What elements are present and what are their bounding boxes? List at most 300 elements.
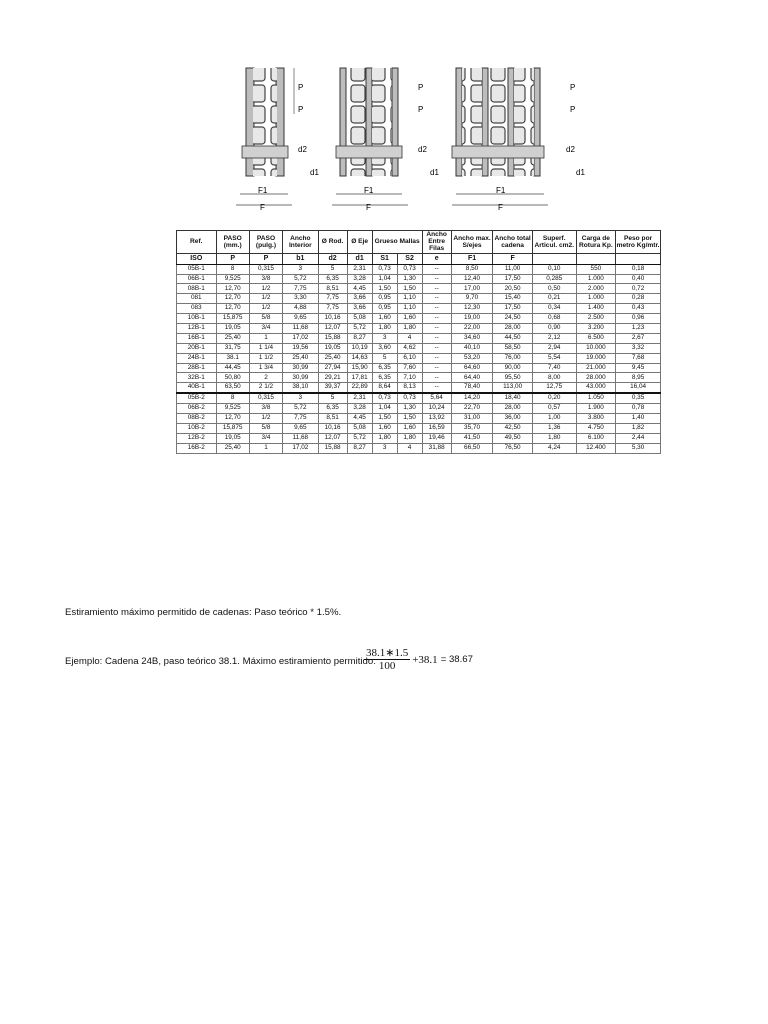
table-cell: 14,20 — [451, 393, 493, 403]
d2-label: d2 — [566, 145, 575, 154]
table-cell: 1,60 — [372, 314, 397, 324]
table-cell: 0,20 — [532, 393, 576, 403]
table-cell: 63,50 — [216, 383, 249, 393]
table-cell: 0,50 — [532, 284, 576, 294]
table-cell: 44,50 — [493, 333, 533, 343]
table-cell: -- — [422, 304, 451, 314]
table-row — [177, 423, 661, 433]
table-cell: 10,16 — [318, 314, 347, 324]
table-cell: 9,65 — [283, 423, 318, 433]
table-row — [177, 314, 661, 324]
table-cell: 64,60 — [451, 363, 493, 373]
table-cell: 7,75 — [318, 304, 347, 314]
table-cell: 1,80 — [397, 323, 422, 333]
table-cell: 12,40 — [451, 274, 493, 284]
table-cell: 12B-2 — [177, 433, 217, 443]
pitch-label: P — [418, 83, 424, 92]
table-row — [177, 343, 661, 353]
table-cell: 0,35 — [616, 393, 661, 403]
table-cell: 44,45 — [216, 363, 249, 373]
table-cell: 24B-1 — [177, 353, 217, 363]
table-cell: 3.200 — [576, 323, 616, 333]
table-row — [177, 443, 661, 453]
table-cell: 1,50 — [397, 284, 422, 294]
table-row — [177, 294, 661, 304]
table-cell: 12,30 — [451, 304, 493, 314]
table-cell: 53,20 — [451, 353, 493, 363]
chain-drawing — [228, 62, 588, 212]
formula-fraction — [364, 647, 410, 672]
symbol-row — [177, 253, 661, 264]
table-cell: 0,43 — [616, 304, 661, 314]
table-cell: 2,44 — [616, 433, 661, 443]
table-cell: 76,00 — [493, 353, 533, 363]
table-cell: 1.900 — [576, 404, 616, 414]
table-cell: 550 — [576, 264, 616, 274]
table-cell: 19,05 — [318, 343, 347, 353]
table-cell: 5,72 — [283, 404, 318, 414]
table-cell: 19,05 — [216, 323, 249, 333]
table-cell: 18,40 — [493, 393, 533, 403]
table-cell: 1,10 — [397, 294, 422, 304]
table-cell: 1,36 — [532, 423, 576, 433]
table-row — [177, 393, 661, 403]
table-cell: 1 — [249, 443, 282, 453]
table-cell: 1,82 — [616, 423, 661, 433]
table-cell: 8,27 — [347, 443, 372, 453]
table-cell: 66,50 — [451, 443, 493, 453]
table-cell: 21.000 — [576, 363, 616, 373]
table-cell: 5,54 — [532, 353, 576, 363]
table-cell: 2 — [249, 373, 282, 383]
symbol-superf — [532, 253, 576, 264]
table-cell: 3,32 — [616, 343, 661, 353]
table-cell: 6,35 — [372, 373, 397, 383]
simple-chain — [236, 68, 319, 212]
spec-table — [176, 230, 661, 454]
f1-label: F1 — [496, 186, 506, 195]
table-cell: 6.500 — [576, 333, 616, 343]
table-cell: 12,70 — [216, 284, 249, 294]
table-cell: 3,66 — [347, 294, 372, 304]
symbol-carga — [576, 253, 616, 264]
table-cell: 9,525 — [216, 274, 249, 284]
header-superf: Superf. Articul. cm2. — [532, 231, 576, 254]
f-label: F — [498, 203, 503, 212]
table-row — [177, 433, 661, 443]
table-cell: 1,30 — [397, 404, 422, 414]
table-cell: 1 1/2 — [249, 353, 282, 363]
table-cell: 30,99 — [283, 363, 318, 373]
table-cell: 15,875 — [216, 423, 249, 433]
table-cell: 16,04 — [616, 383, 661, 393]
table-cell: 10B-2 — [177, 423, 217, 433]
table-cell: -- — [422, 333, 451, 343]
table-cell: 38,10 — [283, 383, 318, 393]
table-cell: 1/2 — [249, 413, 282, 423]
table-cell: 36,00 — [493, 413, 533, 423]
header-grueso: Grueso Mallas — [372, 231, 422, 254]
table-cell: 1 3/4 — [249, 363, 282, 373]
table-cell: 2,67 — [616, 333, 661, 343]
table-cell: 28B-1 — [177, 363, 217, 373]
table-cell: 3/8 — [249, 274, 282, 284]
symbol-s2: S2 — [397, 253, 422, 264]
table-cell: 0,18 — [616, 264, 661, 274]
table-cell: 0,57 — [532, 404, 576, 414]
table-cell: 22,89 — [347, 383, 372, 393]
table-cell: 7,68 — [616, 353, 661, 363]
table-cell: 9,45 — [616, 363, 661, 373]
symbol-rod: d2 — [318, 253, 347, 264]
f1-label: F1 — [258, 186, 268, 195]
table-cell: 19,00 — [451, 314, 493, 324]
table-cell: 1,60 — [372, 423, 397, 433]
triple-chain — [452, 68, 585, 212]
table-cell: 5,08 — [347, 423, 372, 433]
pitch-label: P — [418, 105, 424, 114]
table-cell: -- — [422, 353, 451, 363]
table-cell: 3,30 — [283, 294, 318, 304]
table-cell: 0,10 — [532, 264, 576, 274]
table-cell: 17,50 — [493, 304, 533, 314]
table-cell: 11,68 — [283, 323, 318, 333]
table-cell: 1,50 — [397, 413, 422, 423]
table-cell: 4 — [397, 333, 422, 343]
table-cell: 3 — [372, 333, 397, 343]
table-cell: 28,00 — [493, 323, 533, 333]
d1-label: d1 — [430, 168, 439, 177]
table-row — [177, 284, 661, 294]
symbol-ancho-total: F — [493, 253, 533, 264]
table-cell: 10.000 — [576, 343, 616, 353]
symbol-paso-pulg: P — [249, 253, 282, 264]
table-cell: 39,37 — [318, 383, 347, 393]
table-cell: 0,28 — [616, 294, 661, 304]
table-row — [177, 264, 661, 274]
table-cell: 0,34 — [532, 304, 576, 314]
table-cell: 10,19 — [347, 343, 372, 353]
table-cell: 17,02 — [283, 333, 318, 343]
table-cell: 15,88 — [318, 333, 347, 343]
table-cell: 22,00 — [451, 323, 493, 333]
table-cell: 19,56 — [283, 343, 318, 353]
symbol-eje: d1 — [347, 253, 372, 264]
table-cell: 8,95 — [616, 373, 661, 383]
table-cell: 12,70 — [216, 413, 249, 423]
table-cell: 30,99 — [283, 373, 318, 383]
table-cell: 8,51 — [318, 284, 347, 294]
table-cell: 3 — [283, 393, 318, 403]
table-cell: 12,70 — [216, 304, 249, 314]
table-cell: 6,35 — [372, 363, 397, 373]
table-cell: 5,72 — [283, 274, 318, 284]
table-cell: 1.000 — [576, 274, 616, 284]
table-cell: 12,75 — [532, 383, 576, 393]
table-cell: 0,73 — [372, 393, 397, 403]
table-row — [177, 404, 661, 414]
table-cell: 0,72 — [616, 284, 661, 294]
table-cell: 1,04 — [372, 274, 397, 284]
header-eje: Ø Eje — [347, 231, 372, 254]
table-cell: 31,75 — [216, 343, 249, 353]
symbol-ref: ISO — [177, 253, 217, 264]
table-cell: 1/2 — [249, 304, 282, 314]
table-cell: 0,21 — [532, 294, 576, 304]
table-cell: 1 — [249, 333, 282, 343]
table-cell: 4,88 — [283, 304, 318, 314]
table-cell: 11,68 — [283, 433, 318, 443]
table-cell: 42,50 — [493, 423, 533, 433]
table-cell: 06B-1 — [177, 274, 217, 284]
table-cell: 08B-2 — [177, 413, 217, 423]
table-cell: 1,80 — [372, 323, 397, 333]
header-ancho-total: Ancho total cadena — [493, 231, 533, 254]
pitch-label: P — [570, 105, 576, 114]
table-cell: 2,94 — [532, 343, 576, 353]
table-cell: 8,00 — [532, 373, 576, 383]
chain-diagram — [228, 62, 588, 212]
formula-plus: +38.1 — [412, 653, 438, 666]
table-cell: 5,64 — [422, 393, 451, 403]
f-label: F — [260, 203, 265, 212]
table-cell: 4.750 — [576, 423, 616, 433]
table-row — [177, 323, 661, 333]
table-cell: 7,75 — [318, 294, 347, 304]
table-cell: 3/8 — [249, 404, 282, 414]
header-paso-mm: PASO (mm.) — [216, 231, 249, 254]
table-cell: 8,50 — [451, 264, 493, 274]
table-cell: 1,10 — [397, 304, 422, 314]
table-cell: 3 — [372, 443, 397, 453]
table-cell: 6,35 — [318, 274, 347, 284]
table-cell: 0,285 — [532, 274, 576, 284]
table-cell: 5,72 — [347, 433, 372, 443]
symbol-ancho-entre: e — [422, 253, 451, 264]
table-cell: 76,50 — [493, 443, 533, 453]
table-cell: 24,50 — [493, 314, 533, 324]
table-cell: 90,00 — [493, 363, 533, 373]
table-cell: 1,40 — [616, 413, 661, 423]
table-cell: 28.000 — [576, 373, 616, 383]
chain-spec-table — [176, 230, 661, 478]
formula-result: = 38.67 — [440, 654, 473, 665]
header-ancho-entre: Ancho Entre Filas — [422, 231, 451, 254]
table-cell: 2,31 — [347, 264, 372, 274]
header-ref: Ref. — [177, 231, 217, 254]
table-cell: 0,73 — [397, 393, 422, 403]
header-rod: Ø Rod. — [318, 231, 347, 254]
table-cell: 17,00 — [451, 284, 493, 294]
table-cell: 5,08 — [347, 314, 372, 324]
table-row — [177, 363, 661, 373]
table-cell: 43.000 — [576, 383, 616, 393]
table-cell: 17,02 — [283, 443, 318, 453]
table-cell: -- — [422, 284, 451, 294]
example-note: Ejemplo: Cadena 24B, paso teórico 38.1. Máximo estiramiento permitido: — [65, 656, 376, 667]
double-chain — [332, 68, 439, 212]
table-cell: 17,50 — [493, 274, 533, 284]
table-cell: 083 — [177, 304, 217, 314]
table-cell: 49,50 — [493, 433, 533, 443]
table-cell: 7,75 — [283, 413, 318, 423]
table-cell: 27,94 — [318, 363, 347, 373]
table-cell: 17,81 — [347, 373, 372, 383]
formula-numerator: 38.1∗1.5 — [366, 647, 409, 659]
table-cell: 05B-2 — [177, 393, 217, 403]
table-cell: -- — [422, 274, 451, 284]
table-cell: 1,30 — [397, 274, 422, 284]
table-cell: 0,73 — [372, 264, 397, 274]
table-cell: 28,00 — [493, 404, 533, 414]
header-paso-pulg: PASO (pulg.) — [249, 231, 282, 254]
table-cell: 0,315 — [249, 264, 282, 274]
table-cell: -- — [422, 343, 451, 353]
table-row — [177, 333, 661, 343]
table-cell: -- — [422, 383, 451, 393]
header-peso: Peso por metro Kg/mtr. — [616, 231, 661, 254]
stretch-formula — [364, 647, 473, 672]
table-cell: 58,50 — [493, 343, 533, 353]
table-cell: 7,75 — [283, 284, 318, 294]
table-cell: 1.000 — [576, 294, 616, 304]
table-cell: 25,40 — [216, 443, 249, 453]
table-cell: 3/4 — [249, 433, 282, 443]
table-cell: 4,24 — [532, 443, 576, 453]
table-cell: 20,50 — [493, 284, 533, 294]
double-chain-rows — [177, 393, 661, 453]
table-cell: 8,27 — [347, 333, 372, 343]
table-cell: 0,68 — [532, 314, 576, 324]
table-cell: 2.500 — [576, 314, 616, 324]
table-cell: 1,80 — [532, 433, 576, 443]
table-cell: 3,60 — [372, 343, 397, 353]
header-ancho-interior: Ancho Interior — [283, 231, 318, 254]
table-cell: 15,40 — [493, 294, 533, 304]
table-cell: 0,78 — [616, 404, 661, 414]
table-cell: -- — [422, 314, 451, 324]
f1-label: F1 — [364, 186, 374, 195]
table-cell: 31,88 — [422, 443, 451, 453]
table-cell: 7,60 — [397, 363, 422, 373]
table-cell: 32B-1 — [177, 373, 217, 383]
table-cell: 0,95 — [372, 304, 397, 314]
table-cell: 12.400 — [576, 443, 616, 453]
pitch-label: P — [570, 83, 576, 92]
table-cell: 8,13 — [397, 383, 422, 393]
table-cell: 081 — [177, 294, 217, 304]
symbol-paso-mm: P — [216, 253, 249, 264]
table-cell: 41,50 — [451, 433, 493, 443]
table-cell: 0,96 — [616, 314, 661, 324]
table-cell: 5/8 — [249, 314, 282, 324]
table-cell: 05B-1 — [177, 264, 217, 274]
table-cell: -- — [422, 294, 451, 304]
table-cell: 34,60 — [451, 333, 493, 343]
d1-label: d1 — [310, 168, 319, 177]
header-ancho-max: Ancho max. S/ejes — [451, 231, 493, 254]
table-cell: 40B-1 — [177, 383, 217, 393]
table-cell: 19,05 — [216, 433, 249, 443]
symbol-ancho-max: F1 — [451, 253, 493, 264]
symbol-s1: S1 — [372, 253, 397, 264]
table-cell: 1,50 — [372, 413, 397, 423]
table-cell: 08B-1 — [177, 284, 217, 294]
table-cell: 10,16 — [318, 423, 347, 433]
pitch-label: P — [298, 83, 304, 92]
table-row — [177, 353, 661, 363]
table-cell: 3/4 — [249, 323, 282, 333]
table-cell: 3,66 — [347, 304, 372, 314]
table-cell: 6,35 — [318, 404, 347, 414]
formula-denominator: 100 — [378, 660, 396, 672]
table-cell: 20B-1 — [177, 343, 217, 353]
table-cell: 9,70 — [451, 294, 493, 304]
table-cell: 4,62 — [397, 343, 422, 353]
table-cell: 0,90 — [532, 323, 576, 333]
table-cell: 5/8 — [249, 423, 282, 433]
table-cell: 0,73 — [397, 264, 422, 274]
table-cell: 25,40 — [283, 353, 318, 363]
table-cell: 4,45 — [347, 413, 372, 423]
table-cell: 4,45 — [347, 284, 372, 294]
table-cell: 9,65 — [283, 314, 318, 324]
table-cell: 1,60 — [397, 423, 422, 433]
table-cell: 5 — [318, 393, 347, 403]
table-cell: 50,80 — [216, 373, 249, 383]
table-cell: -- — [422, 363, 451, 373]
table-cell: 1,50 — [372, 284, 397, 294]
table-cell: 16B-2 — [177, 443, 217, 453]
table-row — [177, 274, 661, 284]
table-cell: 12,07 — [318, 433, 347, 443]
table-cell: 8,64 — [372, 383, 397, 393]
table-cell: 10B-1 — [177, 314, 217, 324]
table-cell: 0,315 — [249, 393, 282, 403]
table-cell: 06B-2 — [177, 404, 217, 414]
table-cell: 78,40 — [451, 383, 493, 393]
table-cell: 31,00 — [451, 413, 493, 423]
table-cell: 3,28 — [347, 274, 372, 284]
table-cell: 13,92 — [422, 413, 451, 423]
table-cell: 1.400 — [576, 304, 616, 314]
table-cell: 29,21 — [318, 373, 347, 383]
table-cell: 2.000 — [576, 284, 616, 294]
table-cell: 1/2 — [249, 284, 282, 294]
table-cell: 15,88 — [318, 443, 347, 453]
d1-label: d1 — [576, 168, 585, 177]
table-cell: 11,00 — [493, 264, 533, 274]
table-row — [177, 373, 661, 383]
table-cell: 8 — [216, 393, 249, 403]
table-cell: 5 — [318, 264, 347, 274]
symbol-peso — [616, 253, 661, 264]
table-cell: 14,63 — [347, 353, 372, 363]
table-cell: 1,80 — [397, 433, 422, 443]
table-cell: 1,04 — [372, 404, 397, 414]
table-cell: 25,40 — [216, 333, 249, 343]
table-cell: 3,28 — [347, 404, 372, 414]
table-cell: 2,31 — [347, 393, 372, 403]
table-cell: 2 1/2 — [249, 383, 282, 393]
table-row — [177, 304, 661, 314]
table-cell: 22,70 — [451, 404, 493, 414]
table-cell: 16B-1 — [177, 333, 217, 343]
d2-label: d2 — [418, 145, 427, 154]
table-cell: 40,10 — [451, 343, 493, 353]
table-cell: 3 — [283, 264, 318, 274]
table-cell: 19,46 — [422, 433, 451, 443]
